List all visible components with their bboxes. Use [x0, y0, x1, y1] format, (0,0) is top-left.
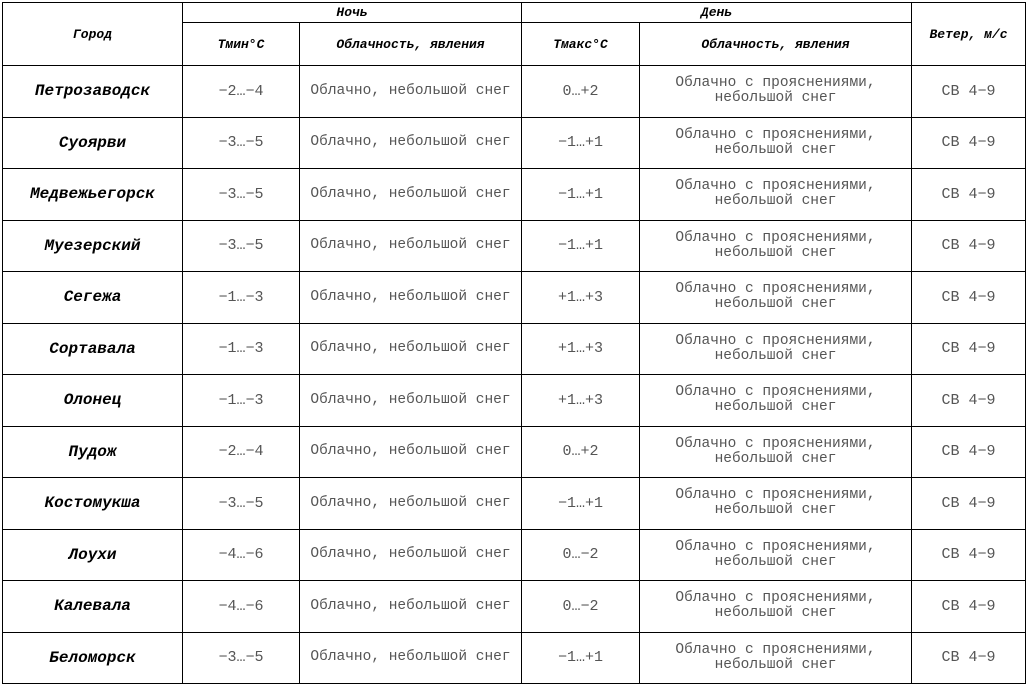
cell-day-tmax: 0…+2	[522, 426, 640, 478]
cell-day-cloud: Облачно с прояснениями, небольшой снег	[640, 529, 912, 581]
cell-night-tmin: −3…−5	[183, 478, 300, 530]
cell-city: Медвежьегорск	[3, 169, 183, 221]
cell-day-cloud: Облачно с прояснениями, небольшой снег	[640, 169, 912, 221]
cell-day-tmax: +1…+3	[522, 272, 640, 324]
cell-day-cloud: Облачно с прояснениями, небольшой снег	[640, 117, 912, 169]
cell-day-tmax: −1…+1	[522, 478, 640, 530]
cell-wind: СВ 4−9	[912, 375, 1026, 427]
header-wind: Ветер, м/с	[912, 3, 1026, 66]
cell-wind: СВ 4−9	[912, 529, 1026, 581]
header-day-tmax: Tмакс°C	[522, 23, 640, 66]
cell-city: Муезерский	[3, 220, 183, 272]
cell-wind: СВ 4−9	[912, 220, 1026, 272]
cell-city: Лоухи	[3, 529, 183, 581]
cell-city: Пудож	[3, 426, 183, 478]
cell-night-cloud: Облачно, небольшой снег	[300, 426, 522, 478]
cell-day-cloud: Облачно с прояснениями, небольшой снег	[640, 375, 912, 427]
cell-day-cloud: Облачно с прояснениями, небольшой снег	[640, 478, 912, 530]
cell-night-cloud: Облачно, небольшой снег	[300, 632, 522, 684]
cell-day-tmax: +1…+3	[522, 323, 640, 375]
header-night-cloud: Облачность, явления	[300, 23, 522, 66]
cell-night-tmin: −4…−6	[183, 581, 300, 633]
cell-day-cloud: Облачно с прояснениями, небольшой снег	[640, 581, 912, 633]
header-city: Город	[3, 3, 183, 66]
cell-night-tmin: −1…−3	[183, 323, 300, 375]
cell-day-tmax: −1…+1	[522, 169, 640, 221]
cell-day-cloud: Облачно с прояснениями, небольшой снег	[640, 220, 912, 272]
table-row	[3, 581, 1026, 633]
cell-wind: СВ 4−9	[912, 581, 1026, 633]
table-row	[3, 272, 1026, 324]
cell-city: Олонец	[3, 375, 183, 427]
cell-city: Сортавала	[3, 323, 183, 375]
header-night-tmin: Tмин°C	[183, 23, 300, 66]
cell-city: Беломорск	[3, 632, 183, 684]
cell-night-tmin: −3…−5	[183, 632, 300, 684]
cell-wind: СВ 4−9	[912, 169, 1026, 221]
table-row	[3, 426, 1026, 478]
table-row	[3, 632, 1026, 684]
cell-city: Калевала	[3, 581, 183, 633]
cell-day-tmax: 0…−2	[522, 581, 640, 633]
cell-city: Костомукша	[3, 478, 183, 530]
cell-day-cloud: Облачно с прояснениями, небольшой снег	[640, 323, 912, 375]
cell-wind: СВ 4−9	[912, 478, 1026, 530]
table-row	[3, 375, 1026, 427]
header-night: Ночь	[183, 3, 522, 23]
table-row	[3, 66, 1026, 118]
cell-night-tmin: −1…−3	[183, 375, 300, 427]
cell-day-tmax: +1…+3	[522, 375, 640, 427]
cell-night-cloud: Облачно, небольшой снег	[300, 323, 522, 375]
cell-day-tmax: −1…+1	[522, 632, 640, 684]
table-header	[3, 3, 1026, 66]
cell-wind: СВ 4−9	[912, 117, 1026, 169]
cell-wind: СВ 4−9	[912, 426, 1026, 478]
cell-night-tmin: −2…−4	[183, 426, 300, 478]
cell-day-cloud: Облачно с прояснениями, небольшой снег	[640, 66, 912, 118]
cell-night-cloud: Облачно, небольшой снег	[300, 117, 522, 169]
cell-day-cloud: Облачно с прояснениями, небольшой снег	[640, 632, 912, 684]
table-row	[3, 323, 1026, 375]
cell-night-tmin: −4…−6	[183, 529, 300, 581]
table-body	[3, 66, 1026, 684]
header-day-cloud: Облачность, явления	[640, 23, 912, 66]
cell-night-tmin: −3…−5	[183, 220, 300, 272]
cell-wind: СВ 4−9	[912, 323, 1026, 375]
cell-wind: СВ 4−9	[912, 272, 1026, 324]
cell-day-tmax: −1…+1	[522, 220, 640, 272]
cell-city: Суоярви	[3, 117, 183, 169]
table-row	[3, 220, 1026, 272]
cell-city: Петрозаводск	[3, 66, 183, 118]
cell-night-cloud: Облачно, небольшой снег	[300, 220, 522, 272]
cell-night-tmin: −1…−3	[183, 272, 300, 324]
cell-day-tmax: 0…+2	[522, 66, 640, 118]
table-row	[3, 169, 1026, 221]
cell-night-cloud: Облачно, небольшой снег	[300, 169, 522, 221]
cell-night-cloud: Облачно, небольшой снег	[300, 478, 522, 530]
cell-night-cloud: Облачно, небольшой снег	[300, 272, 522, 324]
header-day: День	[522, 3, 912, 23]
cell-night-tmin: −3…−5	[183, 117, 300, 169]
cell-day-cloud: Облачно с прояснениями, небольшой снег	[640, 272, 912, 324]
table-row	[3, 478, 1026, 530]
cell-night-cloud: Облачно, небольшой снег	[300, 529, 522, 581]
table-row	[3, 117, 1026, 169]
cell-night-tmin: −3…−5	[183, 169, 300, 221]
cell-wind: СВ 4−9	[912, 66, 1026, 118]
cell-day-tmax: 0…−2	[522, 529, 640, 581]
header-row-top	[3, 3, 1026, 23]
cell-day-cloud: Облачно с прояснениями, небольшой снег	[640, 426, 912, 478]
forecast-table	[2, 2, 1026, 684]
table-row	[3, 529, 1026, 581]
cell-wind: СВ 4−9	[912, 632, 1026, 684]
cell-night-cloud: Облачно, небольшой снег	[300, 581, 522, 633]
cell-city: Сегежа	[3, 272, 183, 324]
cell-day-tmax: −1…+1	[522, 117, 640, 169]
cell-night-cloud: Облачно, небольшой снег	[300, 375, 522, 427]
cell-night-tmin: −2…−4	[183, 66, 300, 118]
cell-night-cloud: Облачно, небольшой снег	[300, 66, 522, 118]
